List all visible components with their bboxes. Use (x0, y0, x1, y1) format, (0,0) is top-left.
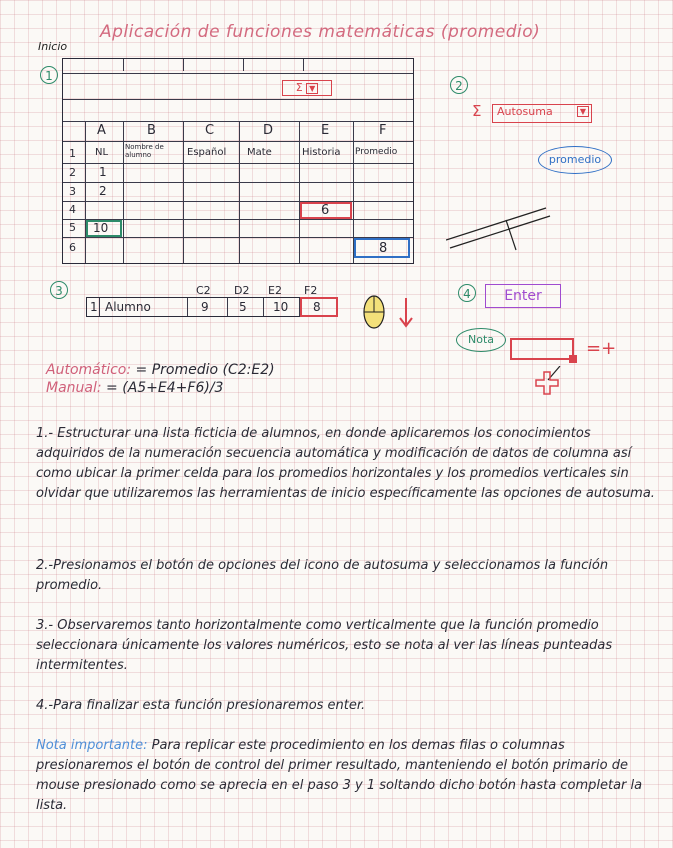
col-letter-f: F (379, 123, 387, 138)
dropdown-arrow-icon: ▼ (306, 83, 318, 94)
sigma-icon: Σ (472, 102, 482, 120)
header-mate: Mate (247, 147, 272, 158)
fill-handle[interactable] (569, 355, 577, 363)
autosum-button-small[interactable] (282, 80, 332, 96)
row3-cell-c2: 9 (201, 300, 209, 314)
col-letter-a: A (97, 123, 106, 138)
row-number-4: 4 (69, 203, 76, 216)
dropdown-arrow-icon[interactable]: ▼ (577, 106, 589, 117)
step-2-marker: 2 (450, 76, 468, 94)
col-letter-c: C (205, 123, 215, 138)
row3-label-d2: D2 (234, 284, 250, 297)
row3-cell-f2: 8 (313, 300, 321, 314)
formula-auto-label: Automático: (46, 362, 132, 378)
instruction-2: 2.-Presionamos el botón de opciones del icono de autosuma y seleccionamos la función promedio. (36, 558, 609, 593)
nota-importante-text: Para replicar este procedimiento en los demas filas o columnas presionaremos el botón de control del primer resultado, manteniendo el botón primario de mouse presionado como se aprecia en el paso 3 y 1 soltando dicho botón hasta completar la lista. (36, 738, 643, 813)
cell-a5: 10 (93, 221, 109, 235)
step-3-marker: 3 (50, 281, 68, 299)
cell-f6: 8 (379, 241, 388, 256)
header-nl: NL (95, 147, 109, 158)
row3-sketch (86, 297, 338, 317)
nota-label-oval: Nota (456, 328, 506, 352)
row3-cell-name: Alumno (105, 300, 151, 314)
fill-cursor-icon (530, 366, 570, 402)
row3-cell-d2: 5 (239, 300, 247, 314)
fill-handle-cell[interactable] (510, 338, 574, 360)
instruction-3: 3.- Observaremos tanto horizontalmente como verticalmente que la función promedio seleccionara únicamente los valores numéricos, esto se nota al ver las líneas punteadas intermitentes. (36, 618, 613, 673)
row-number-5: 5 (69, 221, 76, 234)
enter-key[interactable]: Enter (485, 284, 561, 308)
formula-manual-label: Manual: (46, 380, 102, 396)
header-historia: Historia (302, 147, 341, 158)
nota-importante (36, 736, 656, 816)
step-4-marker: 4 (458, 284, 476, 302)
header-nombre: Nombre de alumno (125, 143, 164, 159)
formula-manual-value: = (A5+E4+F6)/3 (106, 380, 224, 396)
cell-a3: 2 (99, 184, 107, 198)
nota-importante-label: Nota importante: (36, 738, 148, 753)
spreadsheet-sketch (62, 58, 414, 264)
row3-cell-nl: 1 (90, 300, 98, 314)
row3-cell-e2: 10 (273, 300, 289, 314)
equals-plus-symbol: =+ (586, 338, 617, 359)
row-number-2: 2 (69, 166, 76, 179)
mouse-icon (360, 290, 420, 336)
row3-label-c2: C2 (196, 284, 211, 297)
col-letter-b: B (147, 123, 156, 138)
row-number-6: 6 (69, 241, 76, 254)
header-promedio: Promedio (355, 147, 398, 157)
row-number-3: 3 (69, 185, 76, 198)
cell-e4: 6 (321, 203, 330, 218)
row-number-1: 1 (69, 147, 76, 160)
row3-label-e2: E2 (268, 284, 282, 297)
promedio-option[interactable]: promedio (538, 146, 612, 174)
autosum-label: Autosuma (497, 105, 553, 118)
autosum-dropdown[interactable] (492, 104, 592, 123)
instruction-4: 4.-Para finalizar esta función presionaremos enter. (36, 698, 366, 713)
sigma-icon: Σ (295, 81, 303, 94)
col-letter-d: D (263, 123, 274, 138)
col-letter-e: E (321, 123, 330, 138)
cell-a2: 1 (99, 165, 107, 179)
pointer-sketch-icon (446, 200, 556, 260)
formula-auto-value: = Promedio (C2:E2) (135, 362, 275, 378)
instruction-1: 1.- Estructurar una lista ficticia de alumnos, en donde aplicaremos los conocimientos adquiridos de la numeración secuencia automática y modificación de datos de columna así como ubicar la primer celda para los promedios horizontales y los promedios verticales sin olvidar que utilizaremos las herramientas de inicio específicamente las opciones de autosuma. (36, 426, 655, 501)
row3-label-f2: F2 (304, 284, 318, 297)
header-espanol: Español (187, 147, 227, 158)
page-title: Aplicación de funciones matemáticas (promedio) (100, 22, 541, 42)
step-1-marker: 1 (40, 66, 58, 84)
inicio-label: Inicio (38, 40, 68, 53)
